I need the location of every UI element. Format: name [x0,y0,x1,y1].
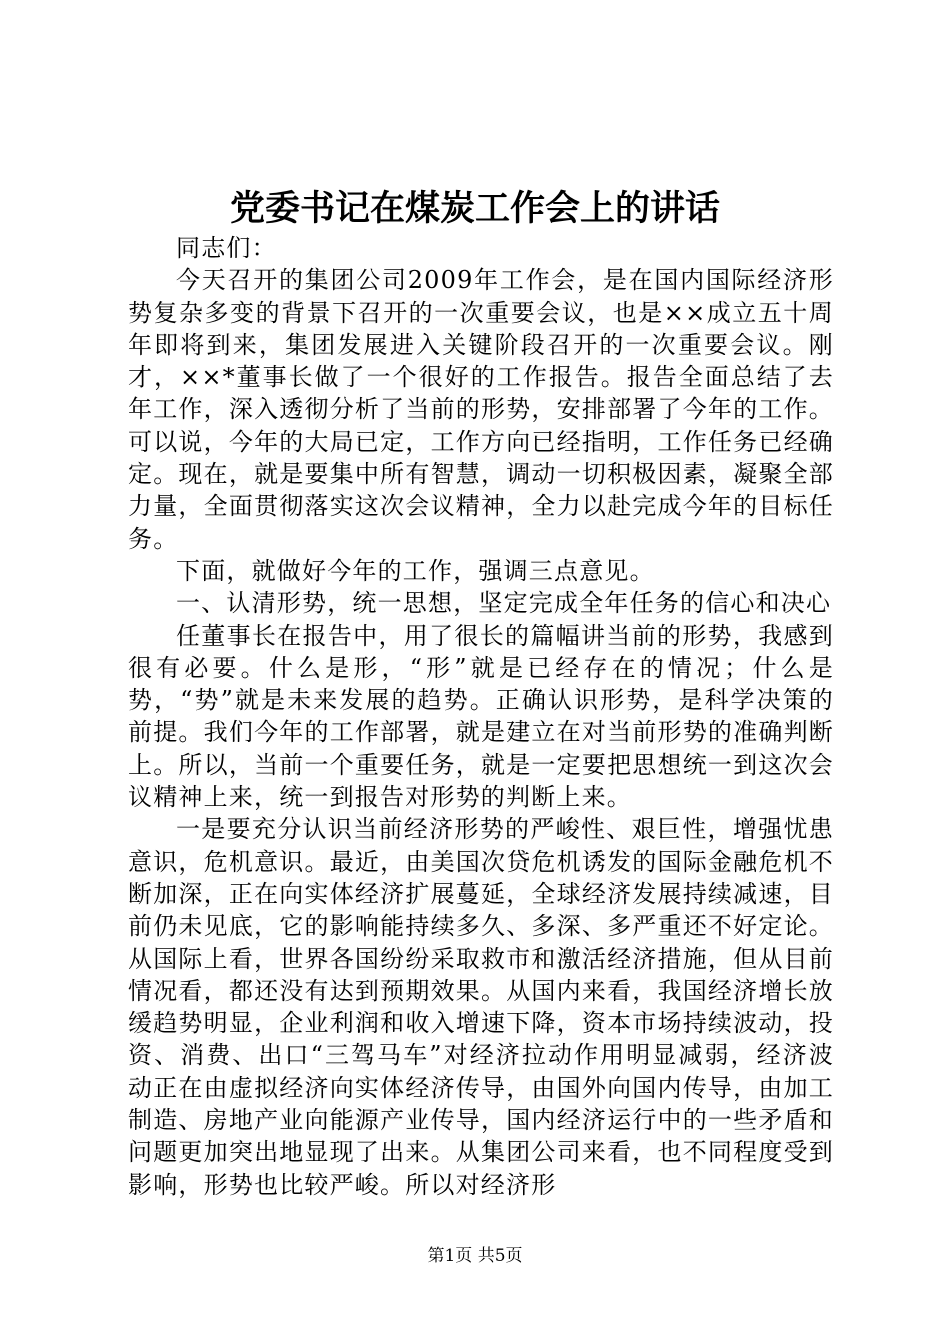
page-footer: 第1页 共5页 [427,1246,523,1266]
intro-paragraph: 下面，就做好今年的工作，强调三点意见。 [176,556,655,585]
opening-paragraph: 今天召开的集团公司2009年工作会，是在国内国际经济形势复杂多变的背景下召开的一次重要会议，也是××成立五十周年即将到来，集团发展进入关键阶段召开的一次重要会议。刚才，××*董事长做了一个很好的工作报告。报告全面总结了去年工作，深入透彻分析了当前的形势，安排部署了今年的工作。可以说，今年的大局已定，工作方向已经指明，工作任务已经确定。现在，就是要集中所有智慧，调动一切积极因素，凝聚全部力量，全面贯彻落实这次会议精神，全力以赴完成今年的目标任务。 [128,266,834,553]
body-paragraph: 一是要充分认识当前经济形势的严峻性、艰巨性，增强忧患意识，危机意识。最近，由美国次贷危机诱发的国际金融危机不断加深，正在向实体经济扩展蔓延，全球经济发展持续减速，目前仍未见底，它的影响能持续多久、多深、多严重还不好定论。从国际上看，世界各国纷纷采取救市和激活经济措施，但从目前情况看，都还没有达到预期效果。从国内来看，我国经济增长放缓趋势明显，企业利润和收入增速下降，资本市场持续波动，投资、消费、出口“三驾马车”对经济拉动作用明显减弱，经济波动正在由虚拟经济向实体经济传导，由国外向国内传导，由加工制造、房地产业向能源产业传导，国内经济运行中的一些矛盾和问题更加突出地显现了出来。从集团公司来看，也不同程度受到影响，形势也比较严峻。所以对经济形 [128,815,834,1199]
body-paragraph: 任董事长在报告中，用了很长的篇幅讲当前的形势，我感到很有必要。什么是形，“形”就是已经存在的情况；什么是势，“势”就是未来发展的趋势。正确认识形势，是科学决策的前提。我们今年的工作部署，就是建立在对当前形势的准确判断上。所以，当前一个重要任务，就是一定要把思想统一到这次会议精神上来，统一到报告对形势的判断上来。 [128,621,834,812]
section-heading-1: 一、认清形势，统一思想，坚定完成全年任务的信心和决心 [176,589,832,618]
document-body [128,232,834,1201]
document-title: 党委书记在煤炭工作会上的讲话 [229,188,720,229]
salutation-paragraph: 同志们： [176,234,277,262]
